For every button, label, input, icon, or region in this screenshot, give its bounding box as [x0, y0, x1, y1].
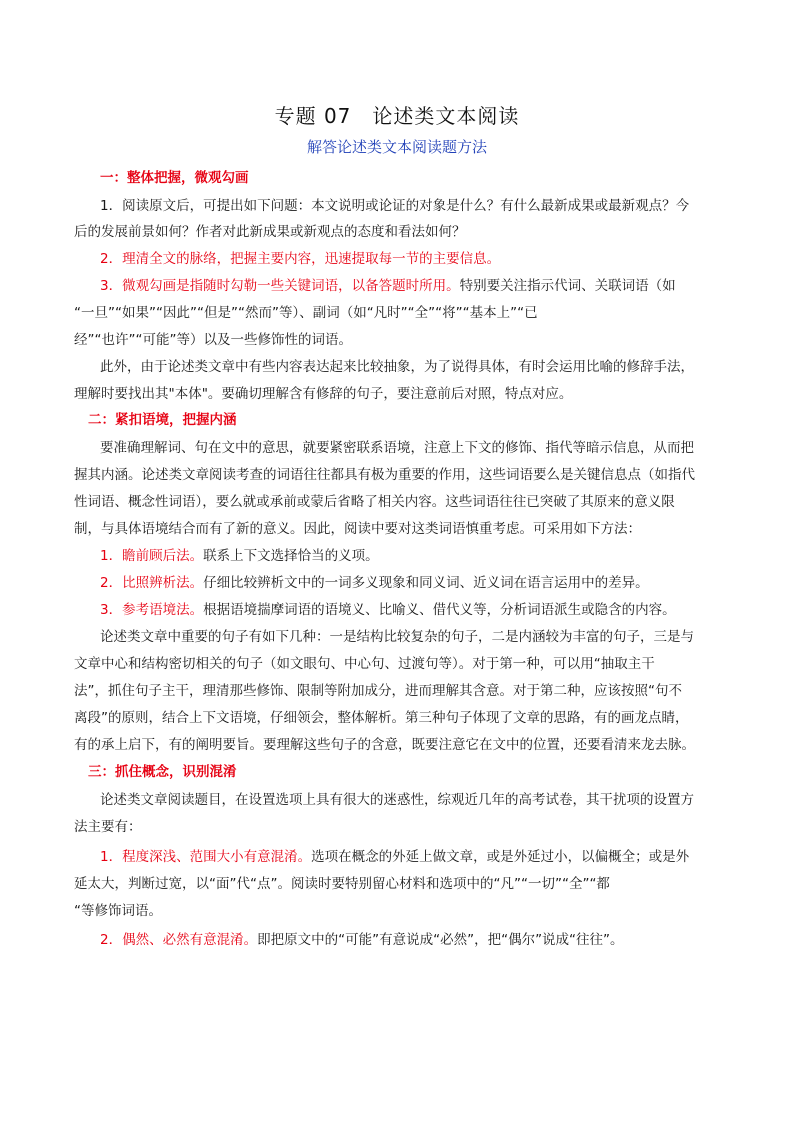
method-line	[100, 276, 754, 296]
section-heading: 二：紧扣语境，把握内涵	[88, 412, 237, 428]
method-text: 特别要关注指示代词、关联词语（如	[459, 278, 676, 294]
body-text-line: 1．阅读原文后，可提出如下问题：本文说明或论证的对象是什么？有什么最新成果或最新观点？今	[100, 198, 690, 214]
method-line	[100, 546, 754, 566]
method-label: 3．参考语境法。	[100, 602, 204, 618]
method-line	[100, 600, 754, 620]
highlight-line: 2．理清全文的脉络，把握主要内容，迅速提取每一节的主要信息。	[100, 251, 501, 267]
body-text-line: 制，与具体语境结合而有了新的意义。因此，阅读中要对这类词语慎重考虑。可采用如下方法：	[74, 521, 641, 537]
method-label: 2．比照辨析法。	[100, 575, 204, 591]
method-text: 根据语境揣摩词语的语境义、比喻义、借代义等，分析词语派生或隐含的内容。	[203, 602, 676, 618]
body-text-line: 延太大，判断过宽，以“面”代“点”。阅读时要特别留心材料和选项中的“凡”“一切”“全”“都	[74, 876, 610, 892]
method-label: 3．微观勾画是指随时勾勒一些关键词语，以备答题时所用。	[100, 278, 460, 294]
method-label: 2．偶然、必然有意混淆。	[100, 932, 258, 948]
section-heading: 一：整体把握，微观勾画	[100, 170, 249, 186]
method-line	[100, 573, 754, 593]
body-text-line: “等修饰词语。	[74, 903, 162, 919]
page-subtitle: 解答论述类文本阅读题方法	[306, 138, 487, 156]
method-text: 仔细比较辨析文中的一词多义现象和同义词、近义词在语言运用中的差异。	[203, 575, 649, 591]
body-text-line: 论述类文章中重要的句子有如下几种：一是结构比较复杂的句子，二是内涵较为丰富的句子，三是与	[100, 629, 694, 645]
body-text-line: 要准确理解词、句在文中的意思，就要紧密联系语境，注意上下文的修饰、指代等暗示信息，从而把	[100, 440, 694, 456]
body-text-line: 文章中心和结构密切相关的句子（如文眼句、中心句、过渡句等）。对于第一种，可以用“抽取主干	[74, 656, 655, 672]
body-text-line: 此外，由于论述类文章中有些内容表达起来比较抽象，为了说得具体，有时会运用比喻的修辞手法，	[100, 359, 694, 375]
method-text: 即把原文中的“可能”有意说成“必然”，把“偶尔”说成“往往”。	[257, 932, 624, 948]
body-text-line: “一旦”“如果”“因此”“但是”“然而”等）、副词（如“凡时”“全”“将”“基本上”“已	[74, 305, 538, 321]
method-text: 选项在概念的外延上做文章，或是外延过小，以偏概全；或是外	[311, 849, 690, 865]
body-text-line: 经”“也许”“可能”等）以及一些修饰性的词语。	[74, 332, 352, 348]
body-text-line: 离段”的原则，结合上下文语境，仔细领会，整体解析。第三种句子体现了文章的思路，有的画龙点睛，	[74, 710, 689, 726]
section-heading: 三：抓住概念，识别混淆	[88, 764, 237, 780]
body-text-line: 后的发展前景如何？作者对此新成果或新观点的态度和看法如何？	[74, 224, 466, 240]
body-text-line: 论述类文章阅读题目，在设置选项上具有很大的迷惑性，综观近几年的高考试卷，其干扰项的设置方	[100, 792, 694, 808]
body-text-line: 法主要有：	[74, 819, 142, 835]
body-text-line: 有的承上启下，有的阐明要旨。要理解这些句子的含意，既要注意它在文中的位置，还要看清来龙去脉。	[74, 737, 695, 753]
body-text-line: 握其内涵。论述类文章阅读考查的词语往往都具有极为重要的作用，这些词语要么是关键信息点（如指代	[74, 467, 695, 483]
body-text-line: 法”，抓住句子主干，理清那些修饰、限制等附加成分，进而理解其含意。对于第二种，应该按照“句不	[74, 683, 682, 699]
method-line	[100, 847, 754, 867]
page-title: 专题 07 论述类文本阅读	[274, 104, 520, 128]
body-text-line: 性词语、概念性词语），要么就或承前或蒙后省略了相关内容。这些词语往往已突破了其原来的意义限	[74, 494, 675, 510]
method-label: 1．程度深浅、范围大小有意混淆。	[100, 849, 312, 865]
method-line	[100, 930, 754, 950]
method-text: 联系上下文选择恰当的义项。	[203, 548, 379, 564]
method-label: 1．瞻前顾后法。	[100, 548, 204, 564]
body-text-line: 理解时要找出其"本体"。要确切理解含有修辞的句子，要注意前后对照，特点对应。	[74, 386, 573, 402]
